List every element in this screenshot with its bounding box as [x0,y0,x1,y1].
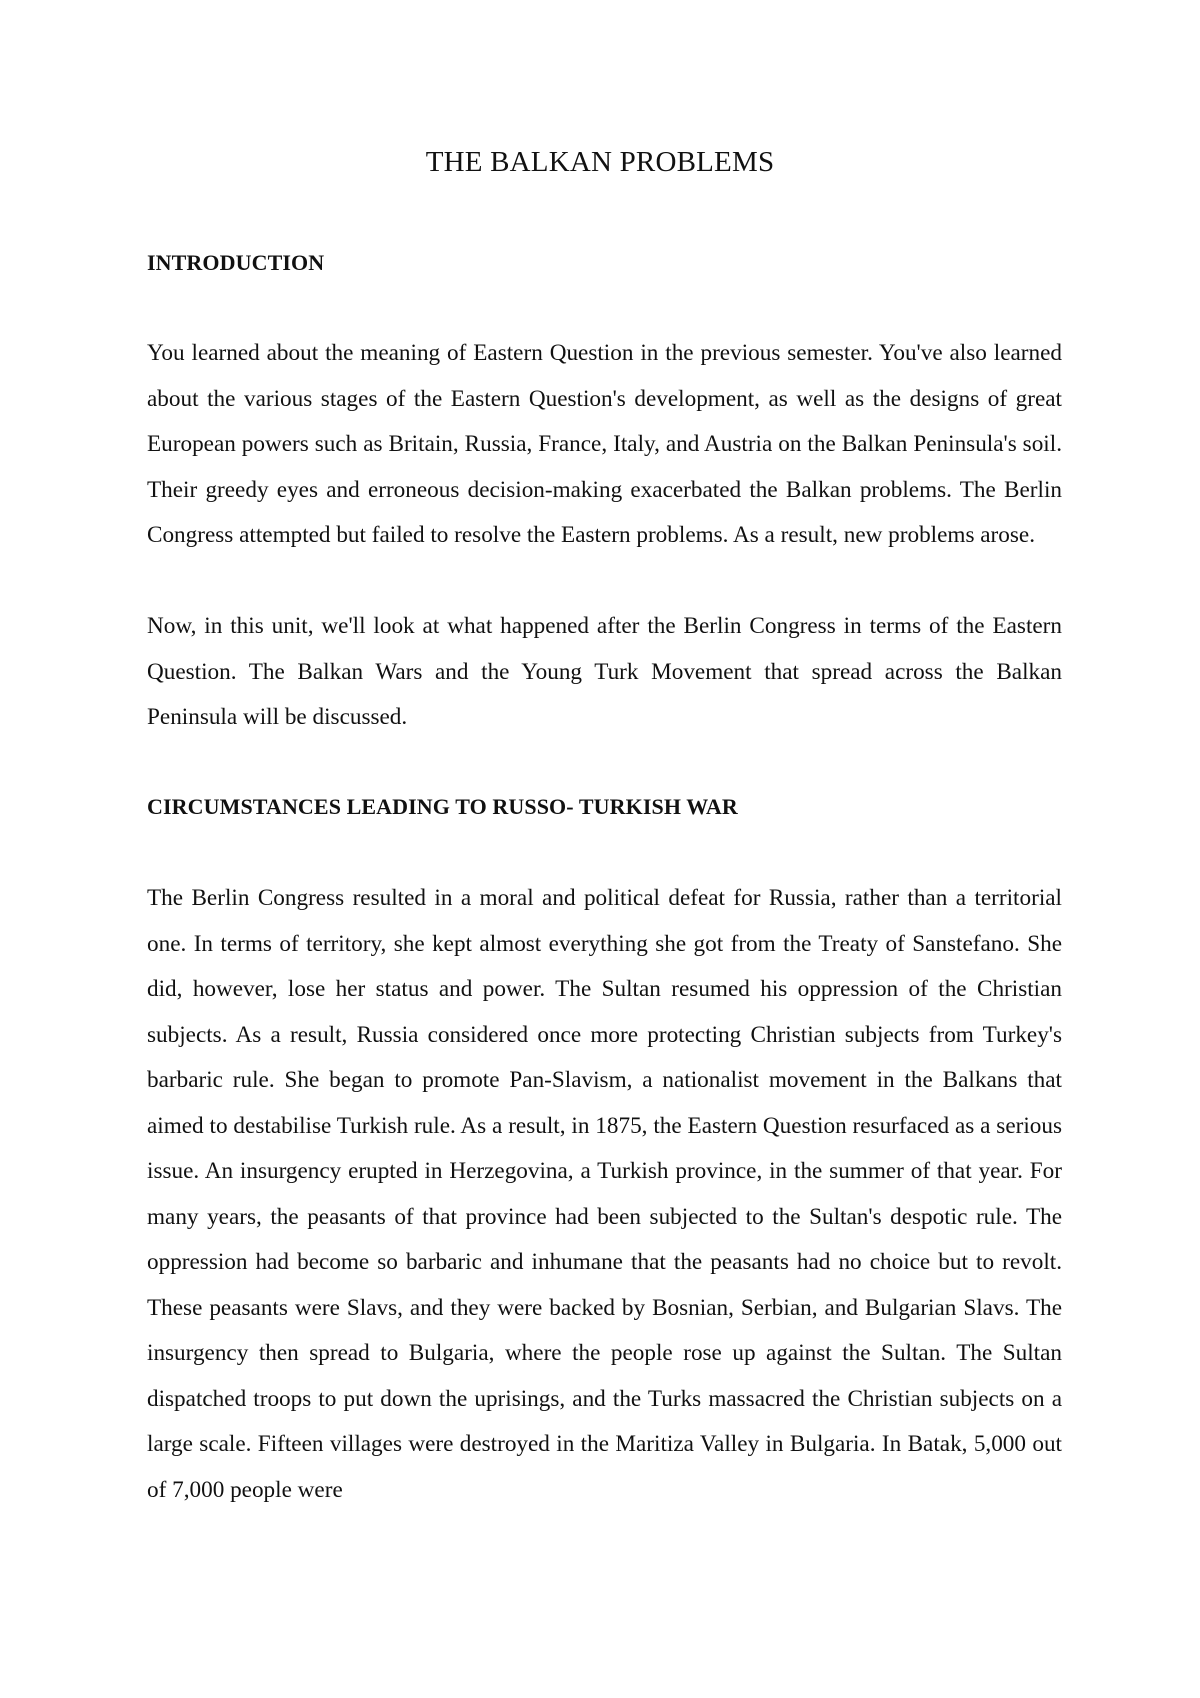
section-heading-introduction: INTRODUCTION [147,250,325,275]
circumstances-paragraph-1: The Berlin Congress resulted in a moral and political defeat for Russia, rather than a territorial one. In terms of territory, she kept almost everything she got from the Treaty of Sanstefano. She did, however, lose her status and power. The Sultan resumed his oppression of the Christian subjects. As a result, Russia considered once more protecting Christian subjects from Turkey's barbaric rule. She began to promote Pan-Slavism, a nationalist movement in the Balkans that aimed to destabilise Turkish rule. As a result, in 1875, the Eastern Question resurfaced as a serious issue. An insurgency erupted in Herzegovina, a Turkish province, in the summer of that year. For many years, the peasants of that province had been subjected to the Sultan's despotic rule. The oppression had become so barbaric and inhumane that the peasants had no choice but to revolt. These peasants were Slavs, and they were backed by Bosnian, Serbian, and Bulgarian Slavs. The insurgency then spread to Bulgaria, where the people rose up against the Sultan. The Sultan dispatched troops to put down the uprisings, and the Turks massacred the Christian subjects on a large scale. Fifteen villages were destroyed in the Maritiza Valley in Bulgaria. In Batak, 5,000 out of 7,000 people were [147,885,1062,1503]
section-heading-circumstances: CIRCUMSTANCES LEADING TO RUSSO- TURKISH WAR [147,794,738,819]
introduction-paragraph-1: You learned about the meaning of Eastern Question in the previous semester. You've also learned about the various stages of the Eastern Question's development, as well as the designs of great European powers such as Britain, Russia, France, Italy, and Austria on the Balkan Peninsula's soil. Their greedy eyes and erroneous decision-making exacerbated the Balkan problems. The Berlin Congress attempted but failed to resolve the Eastern problems. As a result, new problems arose. [147,340,1062,548]
introduction-paragraph-2: Now, in this unit, we'll look at what happened after the Berlin Congress in terms of the Eastern Question. The Balkan Wars and the Young Turk Movement that spread across the Balkan Peninsula will be discussed. [147,613,1062,730]
page-title: THE BALKAN PROBLEMS [425,146,775,178]
